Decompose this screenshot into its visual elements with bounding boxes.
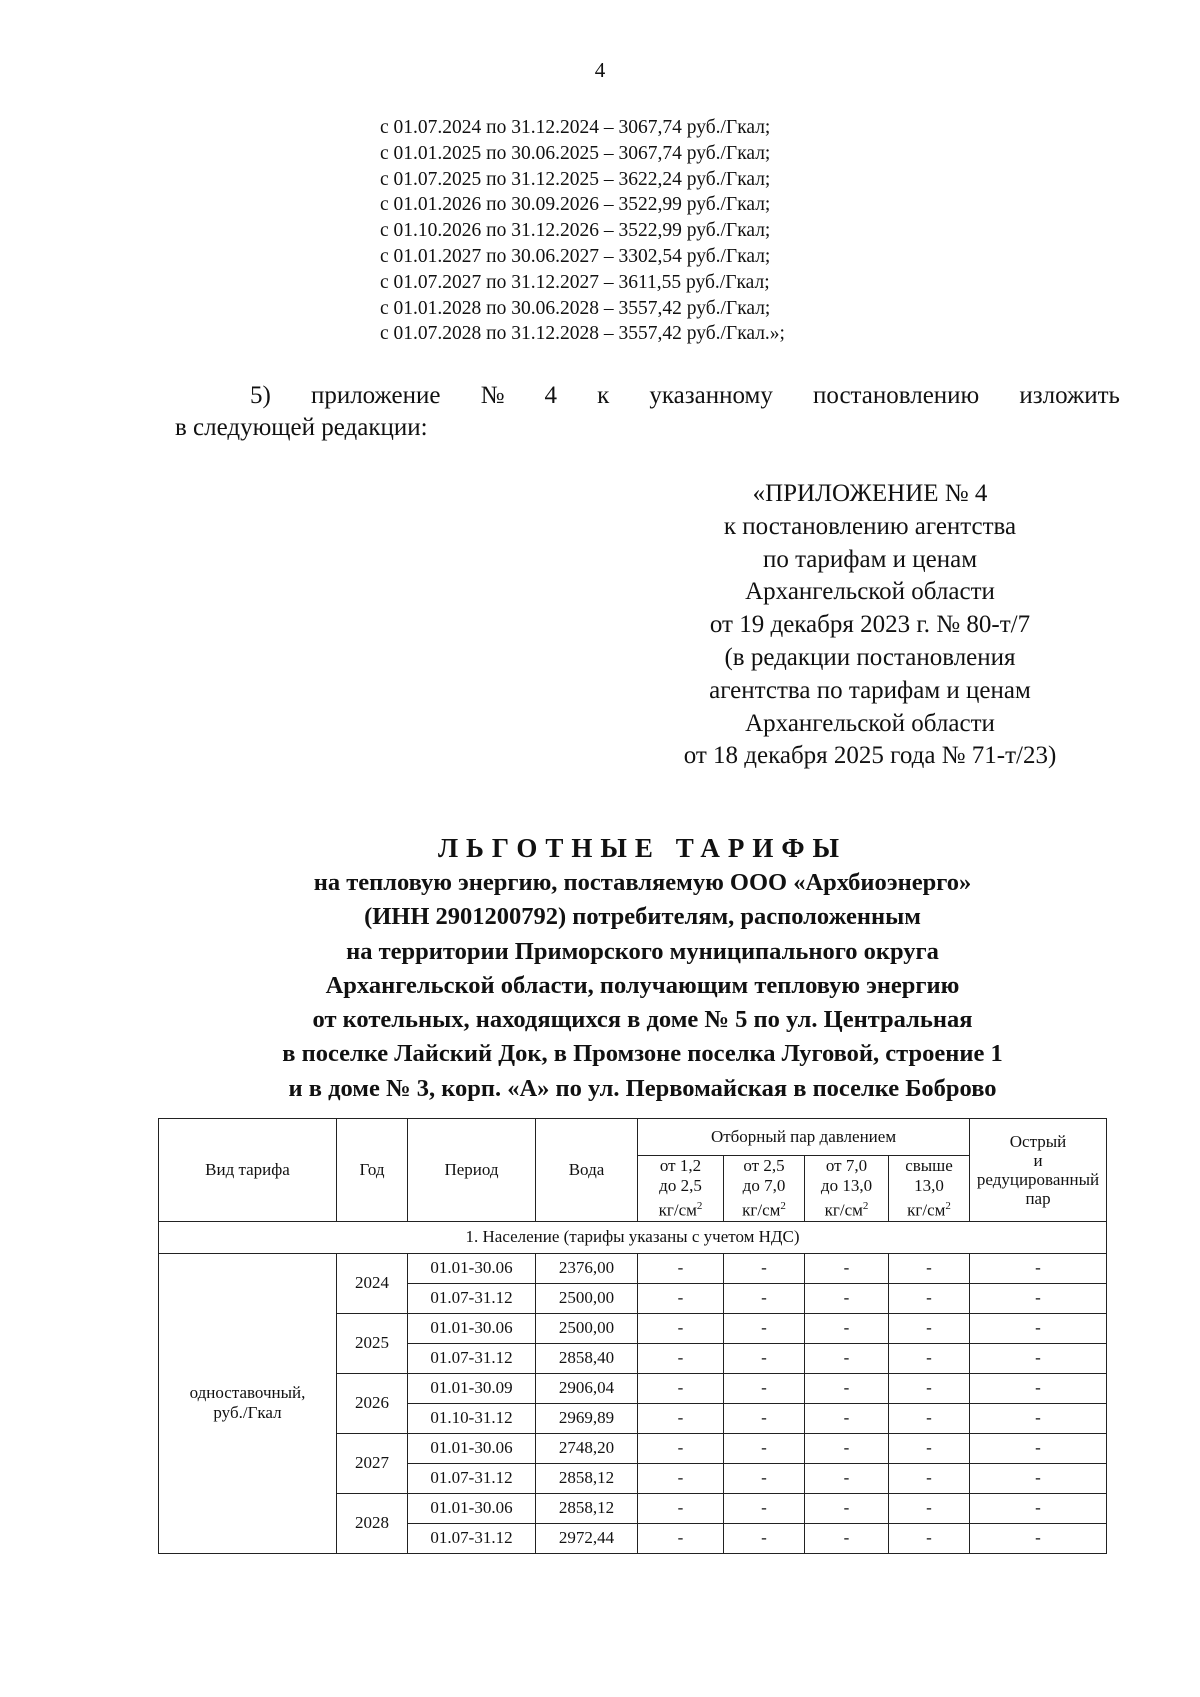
dash-cell: - xyxy=(638,1373,724,1403)
water-cell: 2906,04 xyxy=(536,1373,638,1403)
tariff-line: с 01.07.2025 по 31.12.2025 – 3622,24 руб./Гкал; xyxy=(380,168,771,190)
period-cell: 01.07-31.12 xyxy=(408,1343,536,1373)
tariff-line: с 01.01.2026 по 30.09.2026 – 3522,99 руб./Гкал; xyxy=(380,194,771,216)
amendment-word: 4 xyxy=(544,382,558,409)
appendix-line: от 18 декабря 2025 года № 71-т/23) xyxy=(683,742,1057,770)
dash-cell: - xyxy=(889,1253,970,1283)
dash-cell: - xyxy=(638,1283,724,1313)
period-cell: 01.01-30.09 xyxy=(408,1373,536,1403)
table-section-row xyxy=(159,1221,1107,1253)
period-cell: 01.07-31.12 xyxy=(408,1283,536,1313)
amendment-word: к xyxy=(597,382,610,409)
subtitle-line: на тепловую энергию, поставляемую ООО «Архбиоэнерго» xyxy=(313,869,972,896)
dash-cell: - xyxy=(724,1523,805,1553)
pressure-unit xyxy=(640,1196,721,1221)
dash-cell: - xyxy=(805,1403,889,1433)
appendix-line: к постановлению агентства xyxy=(723,512,1017,540)
amendment-line-2: в следующей редакции: xyxy=(175,414,428,441)
amendment-line-1 xyxy=(175,380,1120,412)
tariff-line: с 01.01.2025 по 30.06.2025 – 3067,74 руб./Гкал; xyxy=(380,142,771,164)
dash-cell: - xyxy=(638,1403,724,1433)
year-cell: 2025 xyxy=(337,1313,408,1373)
table-header-row xyxy=(159,1119,1107,1156)
header-year: Год xyxy=(337,1119,408,1222)
amendment-word: приложение xyxy=(310,382,441,409)
header-pressure-col xyxy=(638,1156,724,1222)
appendix-line: (в редакции постановления xyxy=(724,643,1016,671)
subtitle-line: Архангельской области, получающим тепловую энергию xyxy=(325,971,960,999)
pressure-range-to: 13,0 xyxy=(914,1176,944,1195)
pressure-range-from: от 1,2 xyxy=(659,1156,702,1175)
dash-cell: - xyxy=(724,1493,805,1523)
dash-cell: - xyxy=(724,1253,805,1283)
document-title: ЛЬГОТНЫЕ ТАРИФЫ xyxy=(437,833,848,863)
tariff-line: с 01.01.2028 по 30.06.2028 – 3557,42 руб./Гкал; xyxy=(380,297,771,319)
header-pressure-col xyxy=(805,1156,889,1222)
dash-cell: - xyxy=(638,1253,724,1283)
tariff-type-cell xyxy=(159,1253,337,1553)
header-water: Вода xyxy=(536,1119,638,1222)
pressure-unit-exp: 2 xyxy=(945,1200,951,1212)
dash-cell: - xyxy=(889,1373,970,1403)
pressure-range-from: от 2,5 xyxy=(743,1156,785,1175)
dash-cell: - xyxy=(970,1433,1107,1463)
pressure-range-to: до 2,5 xyxy=(659,1176,702,1195)
dash-cell: - xyxy=(970,1253,1107,1283)
dash-cell: - xyxy=(805,1493,889,1523)
dash-cell: - xyxy=(805,1373,889,1403)
header-period: Период xyxy=(408,1119,536,1222)
appendix-header xyxy=(660,478,1080,773)
dash-cell: - xyxy=(889,1433,970,1463)
dash-cell: - xyxy=(970,1283,1107,1313)
appendix-line: агентства по тарифам и ценам xyxy=(709,676,1031,704)
dash-cell: - xyxy=(889,1313,970,1343)
header-pressure-col xyxy=(724,1156,805,1222)
dash-cell: - xyxy=(724,1463,805,1493)
year-cell: 2026 xyxy=(337,1373,408,1433)
period-cell: 01.10-31.12 xyxy=(408,1403,536,1433)
subtitle-line: и в доме № 3, корп. «А» по ул. Первомайская в поселке Боброво xyxy=(288,1074,997,1102)
water-cell: 2858,40 xyxy=(536,1343,638,1373)
water-cell: 2858,12 xyxy=(536,1493,638,1523)
section-label: 1. Население (тарифы указаны с учетом НДС) xyxy=(159,1221,1107,1253)
dash-cell: - xyxy=(724,1433,805,1463)
pressure-range-from: от 7,0 xyxy=(825,1156,868,1175)
subtitle-line: от котельных, находящихся в доме № 5 по ул. Центральная xyxy=(312,1006,973,1034)
pressure-unit-base: кг/см xyxy=(742,1200,781,1220)
dash-cell: - xyxy=(724,1313,805,1343)
dash-cell: - xyxy=(889,1403,970,1433)
tariff-lines-list xyxy=(380,115,785,347)
dash-cell: - xyxy=(805,1283,889,1313)
tariff-line: с 01.07.2027 по 31.12.2027 – 3611,55 руб./Гкал; xyxy=(380,271,770,293)
appendix-line: от 19 декабря 2023 г. № 80-т/7 xyxy=(709,611,1031,639)
dash-cell: - xyxy=(805,1253,889,1283)
dash-cell: - xyxy=(805,1463,889,1493)
dash-cell: - xyxy=(889,1463,970,1493)
pressure-unit-exp: 2 xyxy=(780,1200,786,1212)
appendix-line: Архангельской области xyxy=(745,709,995,737)
dash-cell: - xyxy=(970,1373,1107,1403)
pressure-unit-exp: 2 xyxy=(862,1200,869,1212)
pressure-unit-base: кг/см xyxy=(907,1200,946,1220)
amendment-word: указанному xyxy=(649,382,773,409)
amendment-word: № xyxy=(480,382,505,409)
dash-cell: - xyxy=(638,1493,724,1523)
dash-cell: - xyxy=(638,1433,724,1463)
document-heading xyxy=(150,830,1135,1106)
dash-cell: - xyxy=(805,1523,889,1553)
dash-cell: - xyxy=(638,1463,724,1493)
dash-cell: - xyxy=(889,1493,970,1523)
pressure-range-from: свыше xyxy=(905,1156,953,1175)
dash-cell: - xyxy=(724,1403,805,1433)
pressure-unit xyxy=(891,1196,967,1221)
pressure-range-to: до 7,0 xyxy=(742,1176,786,1195)
period-cell: 01.01-30.06 xyxy=(408,1253,536,1283)
pressure-unit-base: кг/см xyxy=(824,1200,863,1220)
subtitle-line: (ИНН 2901200792) потребителям, расположенным xyxy=(364,903,921,931)
water-cell: 2972,44 xyxy=(536,1523,638,1553)
header-steam-group: Отборный пар давлением xyxy=(638,1119,970,1156)
appendix-line: «ПРИЛОЖЕНИЕ № 4 xyxy=(752,480,988,507)
period-cell: 01.01-30.06 xyxy=(408,1493,536,1523)
dash-cell: - xyxy=(889,1283,970,1313)
appendix-line: по тарифам и ценам xyxy=(762,545,978,573)
pressure-unit-exp: 2 xyxy=(696,1200,703,1212)
dash-cell: - xyxy=(805,1433,889,1463)
header-sharp-steam-line: Острый xyxy=(1009,1131,1067,1151)
year-cell: 2024 xyxy=(337,1253,408,1313)
pressure-unit-base: кг/см xyxy=(658,1200,697,1220)
dash-cell: - xyxy=(724,1283,805,1313)
tariff-line: с 01.10.2026 по 31.12.2026 – 3522,99 руб./Гкал; xyxy=(380,220,771,242)
table-row xyxy=(159,1253,1107,1283)
dash-cell: - xyxy=(970,1493,1107,1523)
header-sharp-steam-line: пар xyxy=(1025,1188,1051,1208)
amendment-word: постановлению xyxy=(812,382,980,409)
dash-cell: - xyxy=(724,1373,805,1403)
dash-cell: - xyxy=(638,1313,724,1343)
pressure-unit xyxy=(807,1196,886,1221)
pressure-range-to: до 13,0 xyxy=(820,1176,873,1195)
tariff-type-line: руб./Гкал xyxy=(213,1403,282,1423)
header-sharp-steam xyxy=(970,1119,1107,1222)
water-cell: 2500,00 xyxy=(536,1283,638,1313)
dash-cell: - xyxy=(970,1523,1107,1553)
subtitle-line: на территории Приморского муниципального округа xyxy=(346,937,939,965)
water-cell: 2376,00 xyxy=(536,1253,638,1283)
dash-cell: - xyxy=(970,1463,1107,1493)
water-cell: 2748,20 xyxy=(536,1433,638,1463)
dash-cell: - xyxy=(970,1403,1107,1433)
dash-cell: - xyxy=(805,1343,889,1373)
header-pressure-col xyxy=(889,1156,970,1222)
amendment-word: изложить xyxy=(1019,382,1120,409)
tariff-table xyxy=(158,1118,1107,1554)
year-cell: 2028 xyxy=(337,1493,408,1553)
amendment-word: 5) xyxy=(250,382,271,409)
period-cell: 01.07-31.12 xyxy=(408,1463,536,1493)
dash-cell: - xyxy=(638,1343,724,1373)
tariff-line: с 01.07.2028 по 31.12.2028 – 3557,42 руб./Гкал.»; xyxy=(380,323,785,345)
dash-cell: - xyxy=(805,1313,889,1343)
dash-cell: - xyxy=(889,1343,970,1373)
subtitle-line: в поселке Лайский Док, в Промзоне поселка Луговой, строение 1 xyxy=(282,1040,1003,1068)
page-number: 4 xyxy=(594,58,606,82)
water-cell: 2969,89 xyxy=(536,1403,638,1433)
year-cell: 2027 xyxy=(337,1433,408,1493)
dash-cell: - xyxy=(970,1313,1107,1343)
dash-cell: - xyxy=(970,1343,1107,1373)
tariff-line: с 01.01.2027 по 30.06.2027 – 3302,54 руб./Гкал; xyxy=(380,245,771,267)
header-tariff-type: Вид тарифа xyxy=(159,1119,337,1222)
period-cell: 01.01-30.06 xyxy=(408,1313,536,1343)
dash-cell: - xyxy=(889,1523,970,1553)
header-sharp-steam-line: и xyxy=(1033,1150,1043,1170)
tariff-type-line: одноставочный, xyxy=(189,1383,306,1403)
dash-cell: - xyxy=(724,1343,805,1373)
water-cell: 2858,12 xyxy=(536,1463,638,1493)
period-cell: 01.07-31.12 xyxy=(408,1523,536,1553)
dash-cell: - xyxy=(638,1523,724,1553)
appendix-line: Архангельской области xyxy=(745,578,995,606)
amendment-paragraph xyxy=(175,380,1120,444)
pressure-unit xyxy=(726,1196,802,1221)
tariff-line: с 01.07.2024 по 31.12.2024 – 3067,74 руб./Гкал; xyxy=(380,117,771,138)
water-cell: 2500,00 xyxy=(536,1313,638,1343)
header-sharp-steam-line: редуцированный xyxy=(976,1169,1100,1189)
period-cell: 01.01-30.06 xyxy=(408,1433,536,1463)
